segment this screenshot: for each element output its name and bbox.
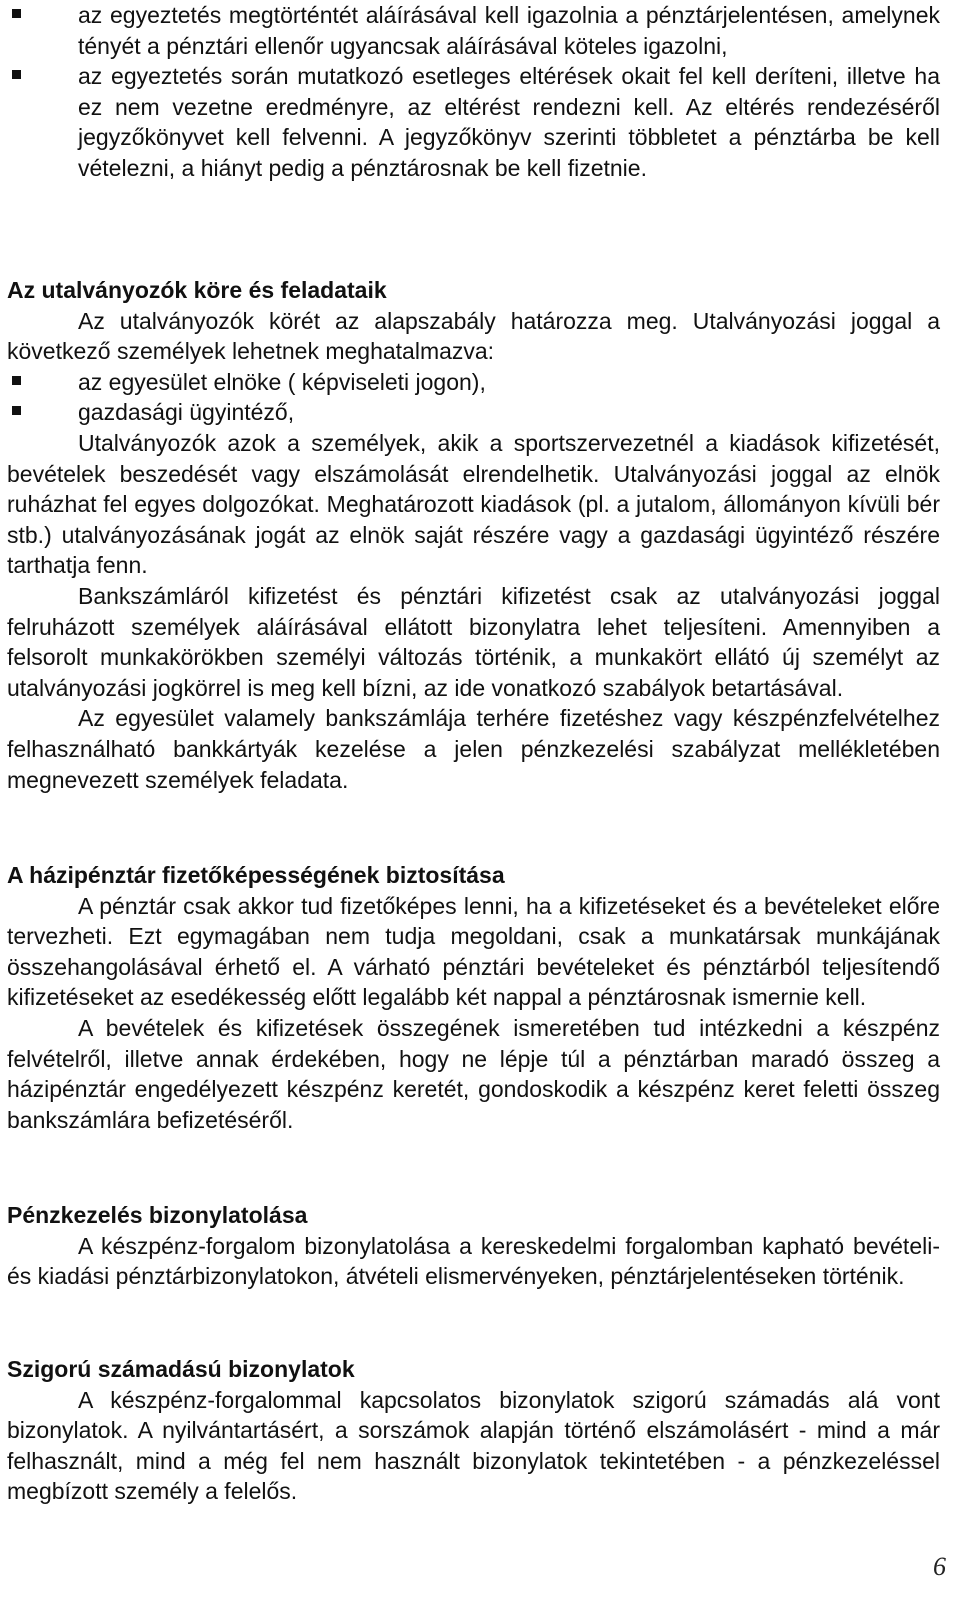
paragraph: A bevételek és kifizetések összegének ismeretében tud intézkedni a készpénz felvételről, illetve annak érdekében, hogy ne lépje túl a pénztárban maradó összeg a házipénztár engedélyezett készpénz keretét, gondoskodik a készpénz keret feletti összeg bankszámlára befizetéséről. xyxy=(7,1014,940,1133)
square-bullet-icon xyxy=(12,9,21,18)
paragraph: Az utalványozók körét az alapszabály határozza meg. Utalványozási joggal a következő személyek lehetnek meghatalmazva: xyxy=(7,307,940,365)
bullet-text: gazdasági ügyintéző, xyxy=(78,399,295,426)
section-szigoru-szamadasu xyxy=(7,1354,940,1507)
list-item xyxy=(7,61,940,183)
paragraph: A pénztár csak akkor tud fizetőképes lenni, ha a kifizetéseket és a bevételeket előre tervezheti. Ezt egymagában nem tudja megoldani, csak a munkatársak munkájának összehangolásával érhető el. A várható pénztári bevételeket és pénztárból teljesítendő kifizetéseket az esedékesség előtt legalább két nappal a pénztárosnak ismernie kell. xyxy=(7,892,940,1011)
section-heading: Szigorú számadású bizonylatok xyxy=(7,1356,355,1382)
section-hazipenztar xyxy=(7,860,940,1135)
square-bullet-icon xyxy=(12,406,21,415)
section-heading: Az utalványozók köre és feladataik xyxy=(7,277,387,303)
paragraph: Bankszámláról kifizetést és pénztári kifizetést csak az utalványozási joggal felruházott személyek aláírásával ellátott bizonylatra lehet teljesíteni. Amennyiben a felsorolt munkakörökben személyi változás történik, a munkakört ellátó új személyt az utalványozási jogkörrel is meg kell bízni, az ide vonatkozó szabályok betartásával. xyxy=(7,582,940,701)
section-heading: A házipénztár fizetőképességének biztosítása xyxy=(7,862,505,888)
section-utalvanyozok xyxy=(7,275,940,795)
bullet-text: az egyeztetés során mutatkozó esetleges eltérések okait fel kell deríteni, illetve ha ez nem vezetne eredményre, az eltérést rendezni kell. Az eltérés rendezéséről jegyzőkönyvet kell felvenni. A jegyzőkönyv szerinti többletet a pénztárba be kell vételezni, a hiányt pedig a pénztárosnak be kell fizetnie. xyxy=(78,63,940,181)
paragraph: A készpénz-forgalom bizonylatolása a kereskedelmi forgalomban kapható bevételi- és kiadási pénztárbizonylatokon, átvételi elismervényeken, pénztárjelentéseken történik. xyxy=(7,1232,940,1290)
square-bullet-icon xyxy=(12,70,21,79)
list-item xyxy=(7,0,940,61)
list-item xyxy=(7,367,940,398)
paragraph: Az egyesület valamely bankszámlája terhére fizetéshez vagy készpénzfelvételhez felhasználható bankkártyák kezelése a jelen pénzkezelési szabályzat mellékletében megnevezett személyek feladata. xyxy=(7,705,940,793)
page-number: 6 xyxy=(933,1552,946,1581)
paragraph: A készpénz-forgalommal kapcsolatos bizonylatok szigorú számadás alá vont bizonylatok. A nyilvántartásért, a sorszámok alapján történő elszámolásért - mind a már felhasznált, mind a még fel nem használt bizonylatok tekintetében - a pénzkezeléssel megbízott személy a felelős. xyxy=(7,1386,940,1505)
section-heading: Pénzkezelés bizonylatolása xyxy=(7,1202,308,1228)
square-bullet-icon xyxy=(12,376,21,385)
bullet-text: az egyeztetés megtörténtét aláírásával kell igazolnia a pénztárjelentésen, amelynek tényét a pénztári ellenőr ugyancsak aláírásával köteles igazolni, xyxy=(78,2,940,59)
paragraph: Utalványozók azok a személyek, akik a sportszervezetnél a kiadások kifizetését, bevételek beszedését vagy elszámolását elrendelhetik. Utalványozási joggal az elnök ruházhat fel egyes dolgozókat. Meghatározott kiadások (pl. a jutalom, állományon kívüli bér stb.) utalványozásának jogát az elnök saját részére vagy a gazdasági ügyintéző részére tarthatja fenn. xyxy=(7,429,940,579)
intro-bullet-list xyxy=(7,0,940,184)
bullet-text: az egyesület elnöke ( képviseleti jogon), xyxy=(78,368,486,395)
list-item xyxy=(7,397,940,428)
section-bizonylatolas xyxy=(7,1200,940,1292)
